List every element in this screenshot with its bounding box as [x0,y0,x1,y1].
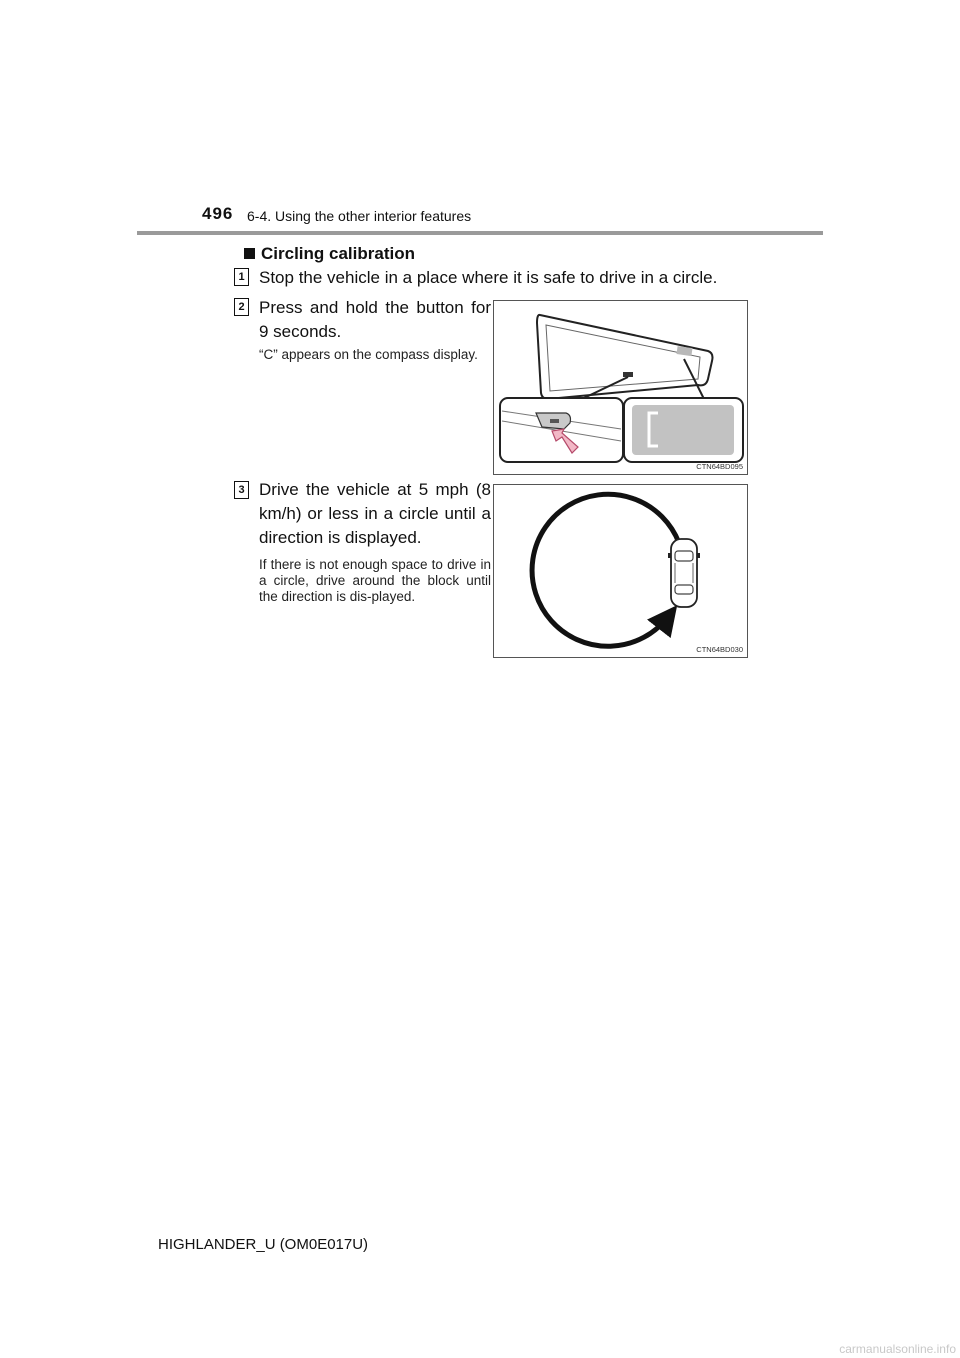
step-number: 1 [234,268,249,286]
footer-model-code: HIGHLANDER_U (OM0E017U) [158,1236,369,1253]
page-number: 496 [202,204,234,223]
figure-code: CTN64BD030 [696,645,743,654]
mirror-button-figure [493,300,748,475]
section-heading [244,244,415,264]
step-text: Drive the vehicle at 5 mph (8 km/h) or less in a circle until a direction is displayed. [259,480,491,547]
watermark: carmanualsonline.info [839,1342,956,1356]
step-number: 3 [234,481,249,499]
step-text: Press and hold the button for 9 seconds. [259,298,491,341]
square-bullet-icon [244,248,255,259]
step-number: 2 [234,298,249,316]
step-text: Stop the vehicle in a place where it is safe to drive in a circle. [259,268,718,287]
heading-text: Circling calibration [261,244,415,263]
section-title: 6-4. Using the other interior features [247,208,472,224]
figure-code: CTN64BD095 [696,462,743,471]
header-rule [137,231,823,235]
circle-drive-figure [493,484,748,658]
step-note: If there is not enough space to drive in a circle, drive around the block until the direction is dis-played. [259,557,491,604]
step-note: “C” appears on the compass display. [259,347,478,362]
